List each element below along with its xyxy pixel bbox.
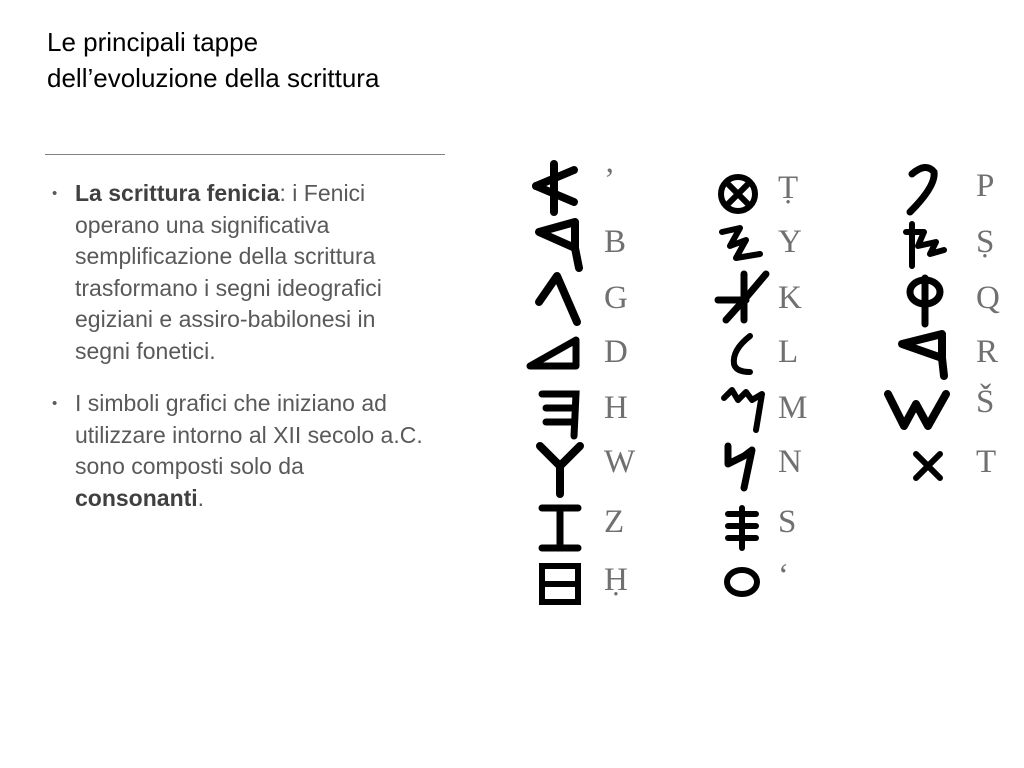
phoenician-heth-glyph [538, 562, 582, 606]
latin-letter: H [604, 390, 628, 426]
bullet-item-consonants [52, 388, 432, 514]
latin-letter: P [976, 168, 995, 204]
latin-letter: Ṭ [778, 170, 799, 206]
latin-letter: Q [976, 280, 1000, 316]
latin-letter: S [778, 504, 797, 540]
latin-letter: ’ [604, 162, 615, 198]
latin-letter: D [604, 334, 628, 370]
slide-title: Le principali tappe dell’evoluzione della scrittura [47, 27, 380, 93]
phoenician-samekh-glyph [722, 504, 762, 552]
bullet-item-phoenician [52, 178, 432, 367]
bullet-2-end: . [197, 484, 205, 511]
latin-letter: B [604, 224, 627, 260]
phoenician-mem-glyph [720, 386, 766, 434]
phoenician-yodh-glyph [718, 224, 764, 264]
phoenician-pe-glyph [904, 164, 944, 216]
phoenician-resh-glyph [898, 330, 948, 380]
phoenician-zayin-glyph [538, 504, 582, 552]
latin-letter: L [778, 334, 799, 370]
latin-letter: ‘ [778, 558, 789, 594]
phoenician-teth-glyph [716, 172, 760, 216]
latin-letter: M [778, 390, 808, 426]
phoenician-ayin-glyph [722, 564, 762, 600]
phoenician-gimel-glyph [535, 272, 583, 326]
latin-letter: G [604, 280, 628, 316]
bullet-icon: • [52, 185, 58, 202]
latin-letter: Y [778, 224, 802, 260]
bullet-1-strong: La scrittura fenicia [75, 180, 280, 206]
latin-letter: N [778, 444, 802, 480]
latin-letter: K [778, 280, 802, 316]
phoenician-taw-glyph [912, 450, 944, 482]
latin-letter: W [604, 444, 636, 480]
phoenician-waw-glyph [536, 442, 584, 498]
title-divider [45, 154, 445, 155]
phoenician-he-glyph [538, 388, 582, 438]
phoenician-kaph-glyph [714, 270, 770, 326]
latin-letter: Ḥ [604, 562, 628, 598]
latin-letter: Š [976, 384, 995, 420]
phoenician-lamedh-glyph [726, 332, 756, 376]
phoenician-alphabet-table [500, 150, 1020, 620]
bullet-list [52, 178, 432, 535]
phoenician-nun-glyph [722, 442, 762, 492]
latin-letter: R [976, 334, 999, 370]
phoenician-shin-glyph [884, 386, 950, 436]
phoenician-beth-glyph [535, 218, 583, 270]
phoenician-tsade-glyph [902, 220, 948, 270]
bullet-2-strong: consonanti [75, 484, 198, 511]
bullet-1-text: : i Fenici operano una significativa semplificazione della scrittura trasformano i segni ideografici egiziani e assiro-babilonesi in segni fonetici. [75, 180, 382, 364]
bullet-2-text: I simboli grafici che iniziano ad utilizzare intorno al XII secolo a.C. sono composti solo da [75, 390, 423, 479]
phoenician-aleph-glyph [530, 162, 582, 214]
latin-letter: T [976, 444, 997, 480]
latin-letter: Z [604, 504, 625, 540]
phoenician-daleth-glyph [526, 336, 584, 372]
bullet-icon: • [52, 395, 58, 412]
latin-letter: Ṣ [976, 224, 995, 260]
phoenician-qoph-glyph [904, 274, 946, 328]
